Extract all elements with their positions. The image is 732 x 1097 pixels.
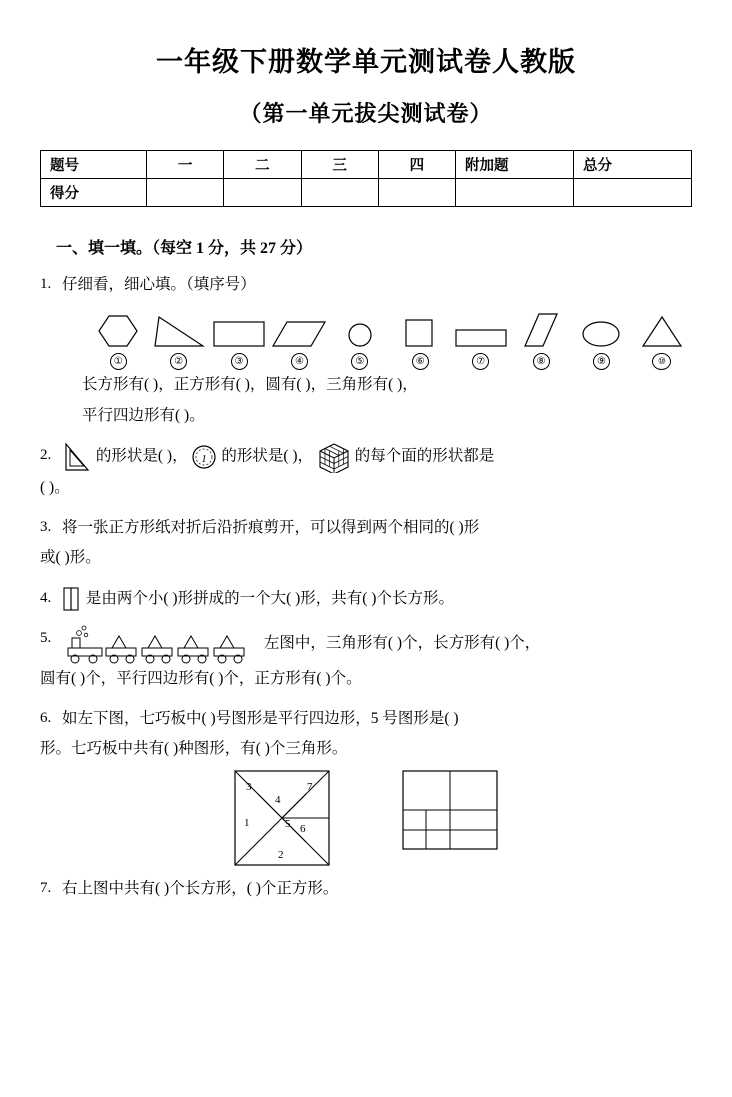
worksheet-content [40,207,692,905]
parallelogram-icon [271,308,327,348]
score-table-cell-5[interactable] [456,179,574,207]
score-table-cell-2[interactable] [224,179,301,207]
question-1-shape-labels [88,350,692,370]
question-5-line-1[interactable]: 左图中，三角形有( )个，长方形有( )个， [263,634,541,652]
question-4-line-1[interactable]: 是由两个小( )形拼成的一个大( )形，共有( )个长方形。 [85,589,454,607]
tangram-figure [234,770,330,866]
question-6-figures [40,770,692,866]
score-table-cell-4[interactable] [378,179,455,207]
shape-cell-1 [88,308,148,348]
slanted-parallelogram-icon [521,308,561,348]
page-subtitle: （第一单元拔尖测试卷） [239,101,493,126]
question-6 [40,704,692,866]
score-table-header-6: 总分 [574,151,692,179]
question-1 [40,270,692,431]
question-3-number: 3. [40,519,52,536]
score-table-header-2: 二 [224,151,301,179]
coin-icon [191,444,217,470]
svg-text:1: 1 [244,817,250,830]
question-1-shapes [88,306,692,348]
question-6-line-1[interactable]: 如左下图，七巧板中( )号图形是平行四边形，5 号图形是( ) [62,709,459,727]
square-icon [403,308,437,348]
shape-cell-2 [148,308,208,348]
shape-label-4: ④ [291,353,308,370]
score-table-header-0: 题号 [41,151,147,179]
score-table-cell-3[interactable] [301,179,378,207]
question-5-line-2[interactable]: 圆有( )个，平行四边形有( )个，正方形有( )个。 [40,669,362,687]
page-title: 一年级下册数学单元测试卷人教版 [156,47,576,77]
question-2-part-2[interactable]: 的形状是( )， [221,447,314,465]
score-table-cell-0: 得分 [41,179,147,207]
svg-text:1: 1 [201,452,208,465]
wide-rectangle-icon [454,308,508,348]
shape-label-9: ⑨ [593,353,610,370]
question-5-number: 5. [40,629,52,646]
table-row [41,179,692,207]
shape-label-8: ⑧ [533,353,550,370]
table-row [41,151,692,179]
svg-text:7: 7 [307,781,313,794]
score-table-header-5: 附加题 [456,151,574,179]
svg-text:2: 2 [278,849,284,862]
shape-label-2: ② [170,353,187,370]
question-4 [40,584,692,614]
oval-icon [581,308,621,348]
question-3-line-1[interactable]: 将一张正方形纸对折后沿折痕剪开，可以得到两个相同的( )形 [62,519,480,537]
question-7 [40,874,692,904]
rectangle-icon [212,308,266,348]
shape-label-10: ⑩ [652,353,671,370]
question-5 [40,624,692,694]
question-1-answer-line-2[interactable]: 平行四边形有( )。 [82,406,205,424]
rubik-cube-icon [317,441,351,473]
score-table-header-3: 三 [301,151,378,179]
grid-figure [402,770,498,850]
shape-cell-3 [209,308,269,348]
shape-cell-6 [390,308,450,348]
svg-text:6: 6 [300,823,306,836]
hexagon-icon [97,308,139,348]
isoceles-triangle-icon [641,308,683,348]
question-3-line-2[interactable]: 或( )形。 [40,549,101,567]
question-6-number: 6. [40,709,52,726]
train-figure-icon [62,624,260,664]
question-2-part-1[interactable]: 的形状是( )， [95,447,188,465]
worksheet-page [0,40,732,1097]
score-table [40,150,692,207]
question-1-text: 仔细看，细心填。（填序号） [62,276,256,294]
score-table-header-4: 四 [378,151,455,179]
shape-label-5: ⑤ [351,353,368,370]
score-table-cell-1[interactable] [147,179,224,207]
shape-label-6: ⑥ [412,353,429,370]
question-2-answer-line-2[interactable]: ( )。 [40,478,70,496]
two-rectangles-icon [62,586,82,612]
shape-cell-7 [450,308,510,348]
svg-text:3: 3 [246,781,252,794]
shape-cell-10 [632,308,692,348]
question-2-part-3: 的每个面的形状都是 [354,447,495,465]
question-3 [40,513,692,573]
score-table-cell-6[interactable] [574,179,692,207]
shape-cell-9 [571,308,631,348]
set-square-icon [62,442,92,472]
question-1-answer-line-1[interactable]: 长方形有( )，正方形有( )，圆有( )，三角形有( )， [82,376,418,394]
question-7-line-1[interactable]: 右上图中共有( )个长方形，( )个正方形。 [62,880,339,898]
shape-cell-8 [511,308,571,348]
question-6-line-2[interactable]: 形。七巧板中共有( )种图形，有( )个三角形。 [40,740,348,758]
small-circle-icon [347,308,373,348]
question-2-number: 2. [40,446,52,463]
svg-text:5: 5 [285,818,291,831]
question-7-number: 7. [40,880,52,897]
section-heading-1: 一、填一填。（每空 1 分，共 27 分） [56,240,313,257]
shape-label-7: ⑦ [472,353,489,370]
score-table-header-1: 一 [147,151,224,179]
svg-text:4: 4 [275,794,281,807]
question-4-number: 4. [40,589,52,606]
question-1-number: 1. [40,276,52,293]
shape-cell-4 [269,308,329,348]
shape-label-3: ③ [231,353,248,370]
triangle-icon [153,308,205,348]
question-2 [40,441,692,503]
shape-label-1: ① [110,353,127,370]
shape-cell-5 [330,308,390,348]
